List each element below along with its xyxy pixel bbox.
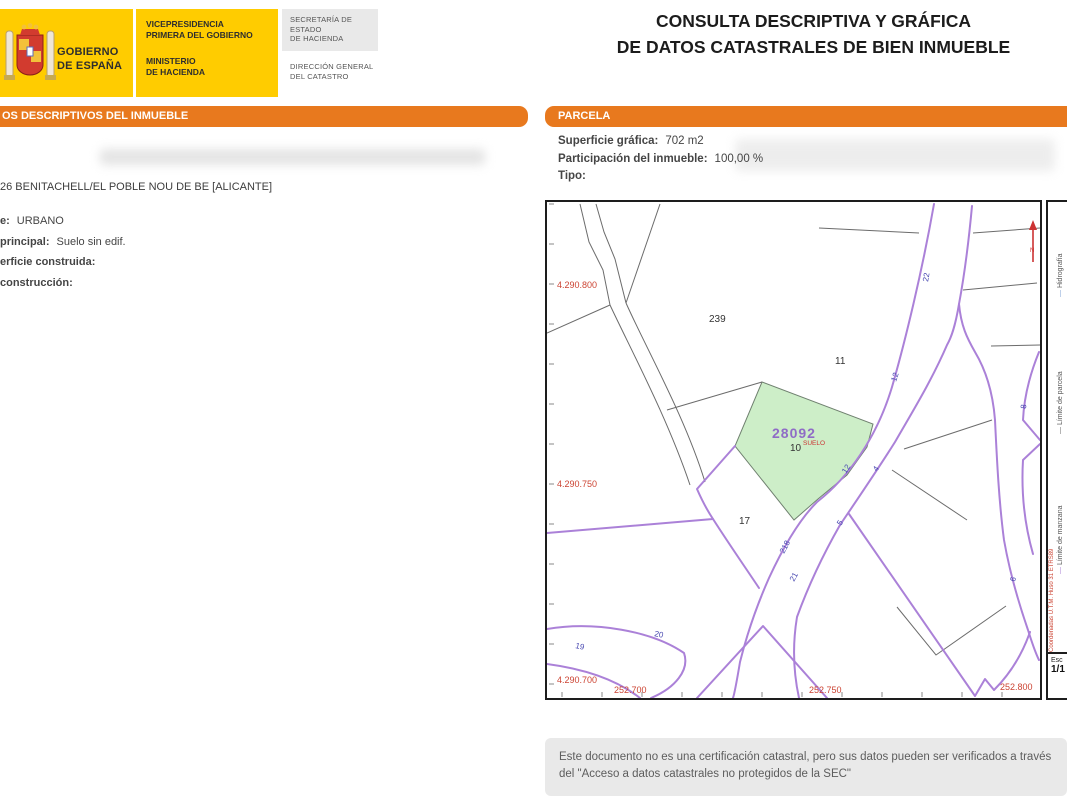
street-number: 6 [1008, 575, 1019, 583]
map-legend-panel [1046, 200, 1067, 700]
street-number: 21 [787, 570, 800, 583]
parcel-number: 11 [835, 356, 846, 367]
street-number: 218 [777, 538, 793, 555]
x-coordinate-label: 252.800 [1000, 682, 1033, 692]
parcela-header-bar: PARCELA [545, 106, 1067, 127]
field-participacion: Participación del inmueble: 100,00 % [558, 152, 764, 165]
street-number: 19 [574, 641, 586, 652]
svg-text:N: N [1030, 248, 1035, 254]
field-superficie-construida: erficie construida: [0, 256, 96, 268]
street-number: 4 [871, 464, 882, 474]
y-coordinate-label: 4.290.700 [557, 675, 598, 685]
datos-descriptivos-header-bar: OS DESCRIPTIVOS DEL INMUEBLE [0, 106, 528, 127]
disclaimer-note: Este documento no es una certificación catastral, pero sus datos pueden ser verificados a través del "Acceso a datos catastrales no protegidos de la SEC" [545, 738, 1067, 796]
y-coordinate-label: 4.290.750 [557, 479, 598, 489]
gobierno-text: GOBIERNO DE ESPAÑA [57, 46, 123, 72]
property-address: 26 BENITACHELL/EL POBLE NOU DE BE [ALICANTE] [0, 181, 273, 193]
highlighted-parcel-type: SUELO [803, 440, 826, 447]
street-number: 5 [835, 518, 846, 528]
ministerio-label: MINISTERIO DE HACIENDA [146, 56, 206, 77]
y-coordinate-label: 4.290.800 [557, 280, 598, 290]
parcel-number: 17 [739, 516, 751, 527]
street-number: 12 [889, 371, 901, 383]
x-coordinate-label: 252.750 [809, 685, 842, 695]
document-title: CONSULTA DESCRIPTIVA Y GRÁFICA DE DATOS CATASTRALES DE BIEN INMUEBLE [616, 11, 1011, 57]
legend-canvas [1048, 202, 1067, 654]
highlighted-parcel-28092 [735, 382, 873, 520]
scale-value: 1/1 [1051, 664, 1065, 675]
field-tipo: Tipo: [558, 170, 586, 182]
legend-crs-note: Coordenadas U.T.M. Huso 31 ETRS89 [1049, 548, 1055, 652]
cadastral-map-canvas [547, 202, 1040, 698]
field-uso-principal: principal: Suelo sin edif. [0, 235, 126, 248]
legend-limite-manzana: — Límite de manzana [1057, 505, 1064, 574]
field-clase: e: URBANO [0, 215, 64, 227]
x-coordinate-label: 252.700 [614, 685, 647, 695]
street-number: 22 [921, 272, 932, 283]
gobierno-logo-block [0, 9, 133, 97]
map-scale-box [1048, 652, 1067, 698]
ministerio-block [136, 9, 278, 97]
direccion-block [282, 56, 378, 96]
vicepresidencia-label: VICEPRESIDENCIA PRIMERA DEL GOBIERNO [146, 19, 253, 40]
legend-limite-parcela: — Límite de parcela [1057, 371, 1064, 434]
redacted-reference-blur [100, 149, 485, 165]
redacted-parcela-blur [735, 139, 1055, 171]
cadastral-map [545, 200, 1042, 700]
secretaria-block [282, 9, 378, 51]
spanish-coat-of-arms-icon [4, 21, 56, 87]
street-number: 12 [840, 462, 853, 476]
property-fields [0, 215, 126, 297]
parcela-fields [558, 135, 763, 188]
street-number: 8 [1019, 403, 1029, 410]
field-ano-construccion: construcción: [0, 276, 73, 289]
direccion-label: DIRECCIÓN GENERAL DEL CATASTRO [290, 62, 374, 81]
north-arrow-icon [1029, 220, 1037, 262]
legend-hidrografia: — Hidrografía [1057, 253, 1064, 297]
scale-label: Esc [1051, 657, 1063, 664]
highlighted-parcel-number: 28092 [772, 425, 816, 441]
parcel-number: 239 [709, 314, 726, 325]
y-axis-ticks [549, 204, 554, 684]
parcel-number: 10 [790, 443, 802, 454]
secretaria-label: SECRETARÍA DE ESTADO DE HACIENDA [290, 15, 353, 43]
street-number: 20 [653, 629, 665, 640]
field-superficie-grafica: Superficie gráfica: 702 m2 [558, 135, 704, 147]
